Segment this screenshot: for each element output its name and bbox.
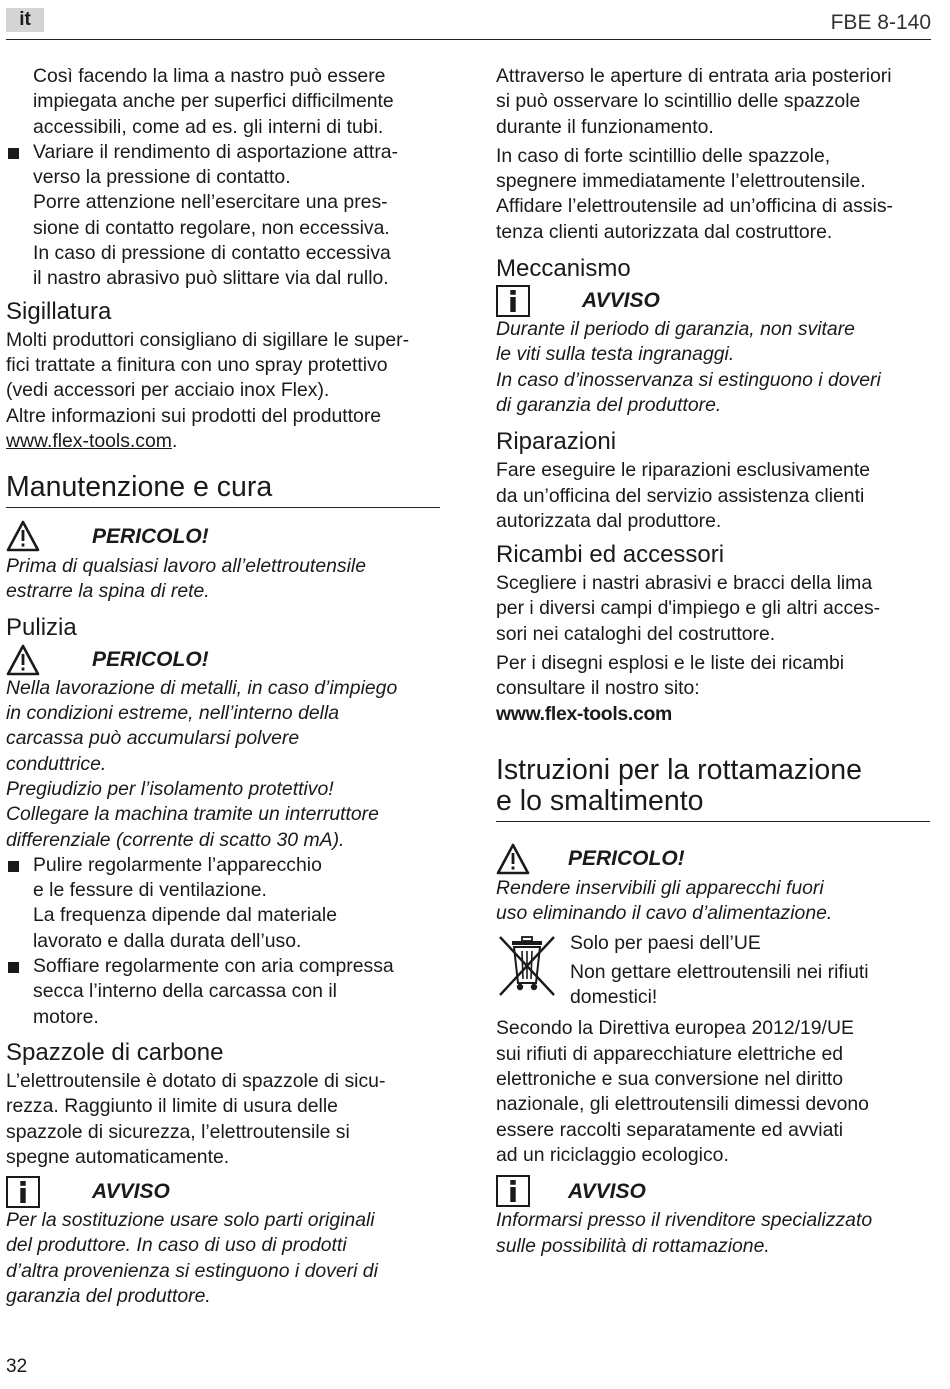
ricambi-body: Scegliere i nastri abrasivi e bracci della lima per i diversi campi d'impiego e gli altri acces- sori nei cataloghi del costruttore. [496,572,881,645]
bullet-blow: Soffiare regolarmente con aria compressa secca l’interno della carcassa con il motore. [6,954,440,1030]
weee-notice: Solo per paesi dell’UE Non gettare elettroutensili nei rifiuti domestici! [496,931,930,1011]
heading-ricambi: Ricambi ed accessori [496,541,725,569]
riparazioni-body: Fare eseguire le riparazioni esclusivamente da un’officina del servizio assistenza clienti autorizzata dal produttore. [496,459,870,532]
danger-notice-text: Nella lavorazione di metalli, in caso d’impiego in condizioni estreme, nell’interno della carcassa può accumularsi polvere conduttrice. Pregiudizio per l’isolamento protettivo! Collegare la machina tramite un interruttore differenziale (corrente di scatto 30 mA). [6,676,398,851]
warning-triangle-icon [6,520,40,552]
warning-triangle-icon [496,843,530,875]
website-link[interactable]: www.flex-tools.com [6,429,172,452]
info-notice-header: AVVISO [496,285,930,317]
weee-directive-paragraph: Secondo la Direttiva europea 2012/19/UE sui rifiuti di apparecchiature elettriche ed elettroniche e sua conversione nel diritto nazionale, gli elettroutensili dimessi devono essere raccolti separatamente ed avviati ad un riciclaggio ecologico. [496,1017,869,1166]
heading-pulizia: Pulizia [6,613,77,641]
bullet-square [8,861,19,872]
danger-notice-text: Rendere inservibili gli apparecchi fuori uso eliminando il cavo d’alimentazione. [496,876,833,925]
crossed-out-bin-icon [496,935,558,999]
model-name: FBE 8-140 [830,11,931,34]
bullet-pressure: Variare il rendimento di asportazione attra- verso la pressione di contatto. Porre attenzione nell’esercitare una pres- sione di contatto regolare, non eccessiva. In caso di pressione di contatto eccessiva il nastro abrasivo può slittare via dal rullo. [6,140,440,292]
info-notice-text: Durante il periodo di garanzia, non svitare le viti sulla testa ingranaggi. In caso d’inosservanza si estinguono i doveri di garanzia del produttore. [496,318,881,416]
spazzole-body: L’elettroutensile è dotato di spazzole di sicu- rezza. Raggiunto il limite di usura delle spazzole di sicurezza, l’elettroutensile si spegne automaticamente. [6,1069,386,1168]
warning-triangle-icon [6,644,40,676]
info-notice-text: Informarsi presso il rivenditore specializzato sulle possibilità di rottamazione. [496,1209,873,1257]
heading-spazzole: Spazzole di carbone [6,1038,224,1066]
info-icon [496,285,530,317]
info-icon [6,1176,40,1208]
info-notice-header: AVVISO [496,1174,930,1208]
language-badge: it [6,8,44,32]
brush-spark-paragraph: Attraverso le aperture di entrata aria posteriori si può osservare lo scintillio delle spazzole durante il funzionamento. [496,65,892,138]
website-link[interactable]: www.flex-tools.com [496,702,672,725]
heading-meccanismo: Meccanismo [496,255,631,283]
bullet-square [8,962,19,973]
heading-sigillatura: Sigillatura [6,297,112,325]
bullet-square [8,148,19,159]
page-number: 32 [6,1356,28,1377]
header-rule [6,39,931,40]
info-icon [496,1175,530,1207]
sigillatura-body: Molti produttori consigliano di sigillare le super- fici trattate a finitura con uno spray protettivo (vedi accessori per acciaio inox Flex). Altre informazioni sui prodotti del produttore www.flex-tools.com. [6,328,410,452]
danger-notice-header: PERICOLO! [6,518,440,554]
heading-manutenzione: Manutenzione e cura [6,472,440,508]
left-column [6,64,440,1309]
info-notice-text: Per la sostituzione usare solo parti originali del produttore. In caso di uso di prodotti d’altra provenienza si estinguono i doveri di garanzia del produttore. [6,1209,378,1307]
ricambi-body-2: Per i disegni esplosi e le liste dei ricambi consultare il nostro sito: www.flex-tools.com [496,651,930,727]
right-column [496,64,930,1259]
danger-notice-header: PERICOLO! [496,842,930,876]
info-notice-header: AVVISO [6,1176,440,1208]
danger-notice-text: Prima di qualsiasi lavoro all’elettroutensile estrarre la spina di rete. [6,555,366,603]
bullet-clean: Pulire regolarmente l’apparecchio e le fessure di ventilazione. La frequenza dipende dal materiale lavorato e dalla durata dell’uso. [6,853,440,954]
danger-notice-header: PERICOLO! [6,644,440,676]
intro-paragraph: Così facendo la lima a nastro può essere impiegata anche per superfici difficilmente accessibili, come ad es. gli interni di tubi. [33,65,394,138]
heading-istruzioni: Istruzioni per la rottamazione e lo smaltimento [496,755,930,822]
heading-riparazioni: Riparazioni [496,428,617,456]
brush-spark-paragraph-2: In caso di forte scintillio delle spazzole, spegnere immediatamente l’elettroutensile. Affidare l’elettroutensile ad un’officina di assis- tenza clienti autorizzata dal costruttore. [496,144,894,243]
